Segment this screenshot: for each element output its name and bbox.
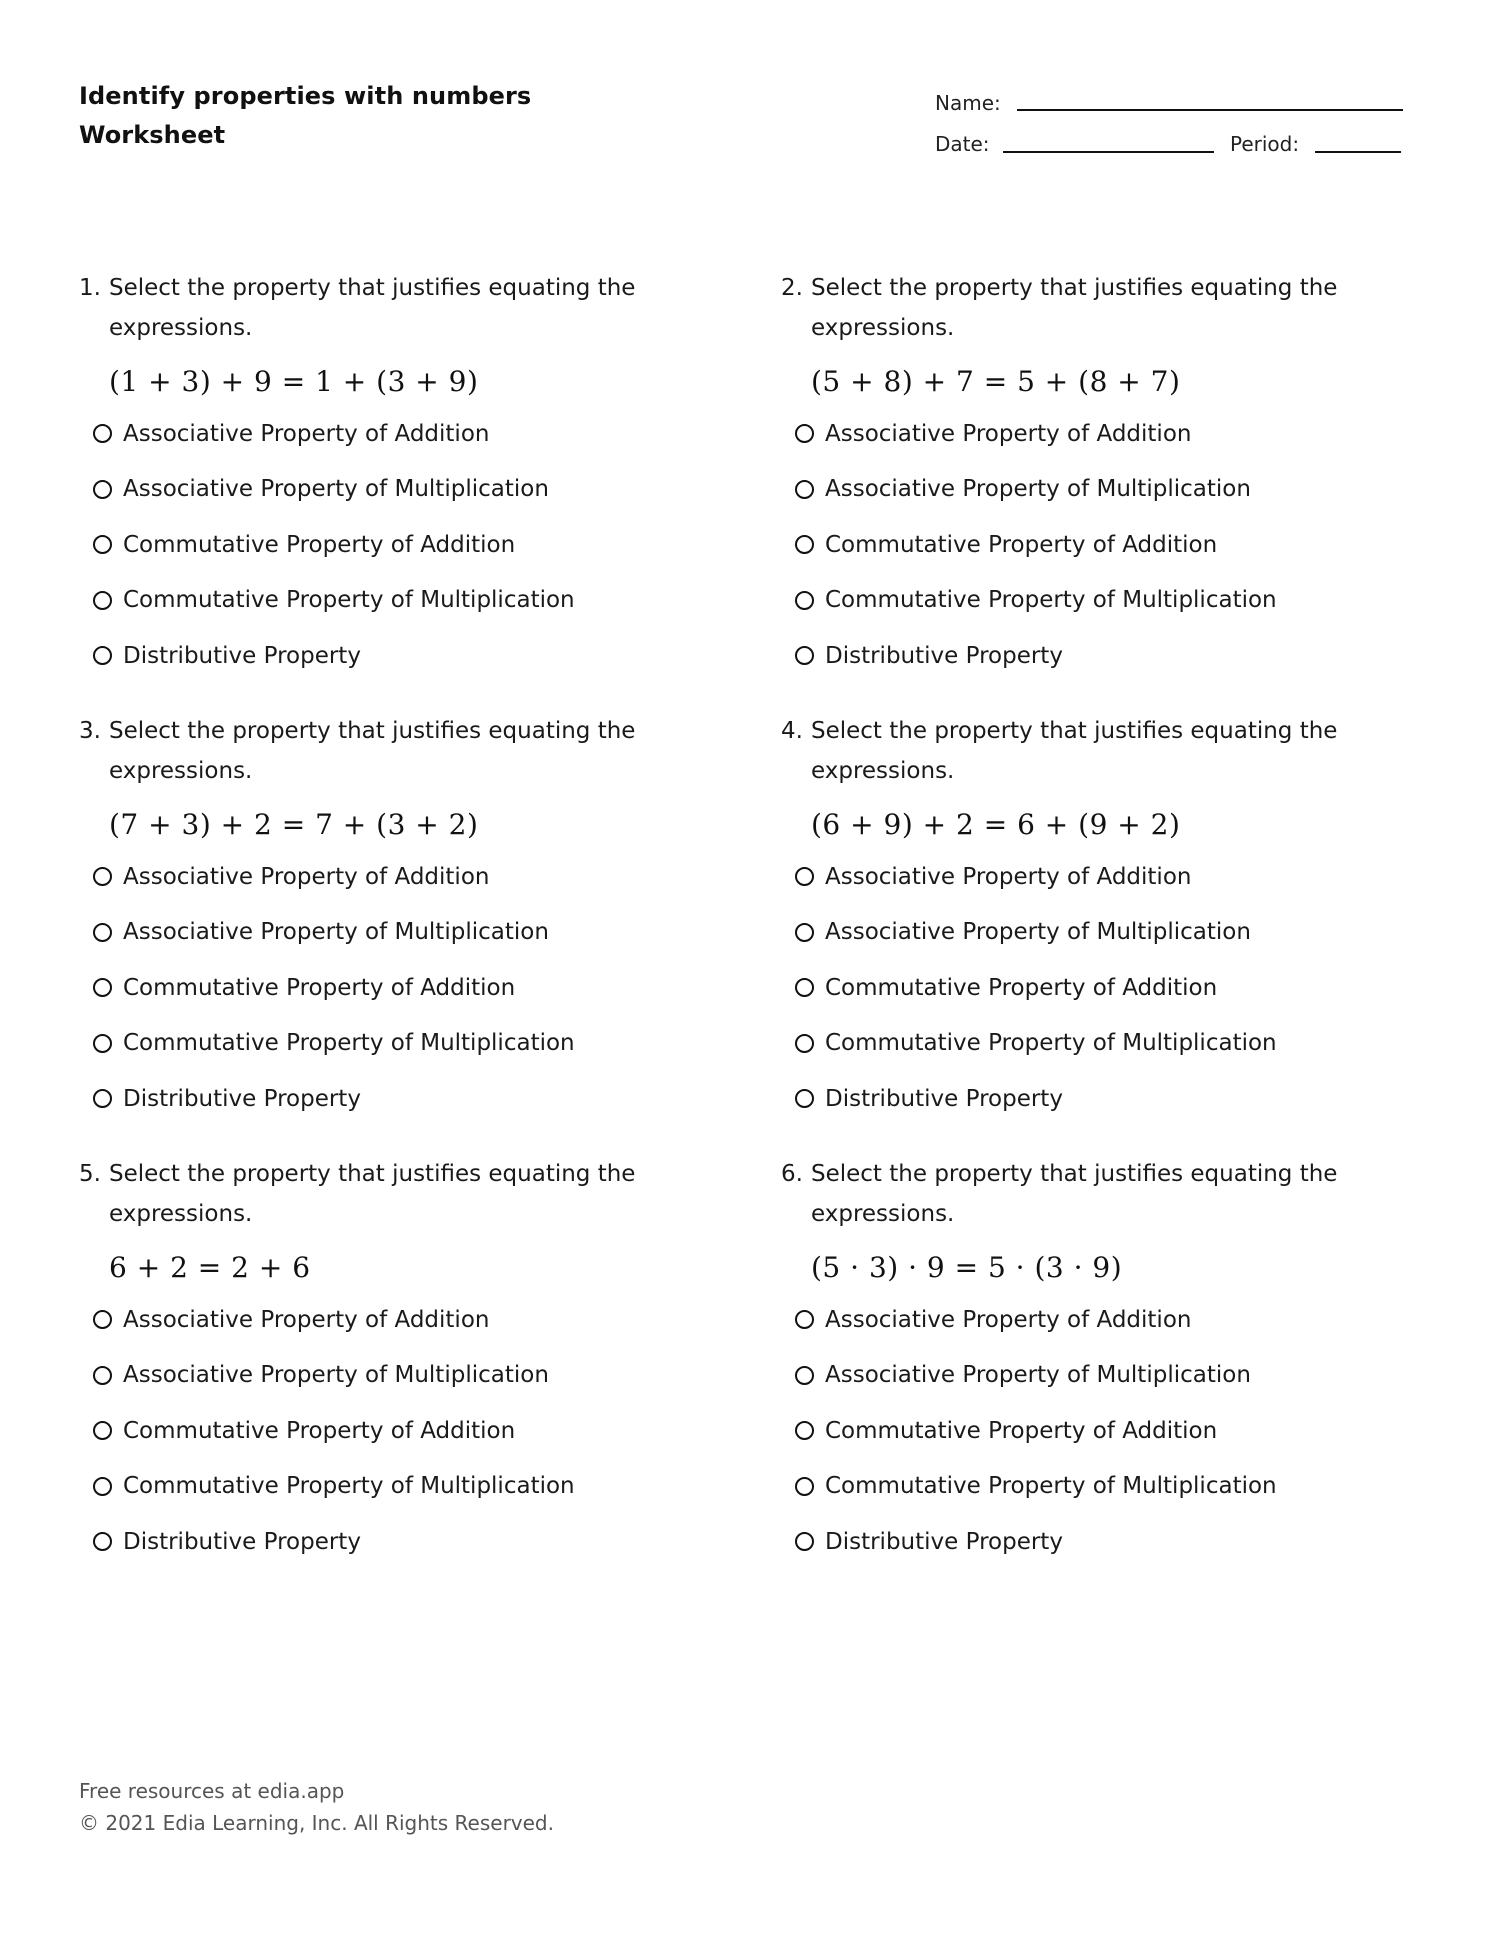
radio-button-icon[interactable] [795, 1532, 814, 1551]
answer-option[interactable] [93, 1016, 699, 1072]
answer-option[interactable] [795, 1071, 1401, 1127]
question-3 [79, 711, 699, 1127]
equation: (5 · 3) · 9 = 5 · (3 · 9) [811, 1251, 1123, 1284]
radio-button-icon[interactable] [93, 424, 112, 443]
question-text-line1: Select the property that justifies equating the [811, 1161, 1338, 1187]
radio-button-icon[interactable] [795, 1421, 814, 1440]
question-number: 2. [781, 275, 803, 301]
question-text-line2: expressions. [109, 758, 253, 784]
answer-option[interactable] [93, 1348, 699, 1404]
answer-option-label: Commutative Property of Multiplication [825, 1030, 1277, 1057]
radio-button-icon[interactable] [795, 867, 814, 886]
question-number: 3. [79, 718, 101, 744]
answer-option[interactable] [93, 960, 699, 1016]
answer-options [79, 1292, 699, 1570]
radio-button-icon[interactable] [795, 1310, 814, 1329]
answer-option[interactable] [795, 1459, 1401, 1515]
radio-button-icon[interactable] [795, 1366, 814, 1385]
answer-option-label: Associative Property of Addition [123, 420, 490, 447]
answer-option[interactable] [795, 406, 1401, 462]
answer-option[interactable] [93, 1459, 699, 1515]
answer-option-label: Associative Property of Multiplication [825, 919, 1251, 946]
question-stem [781, 268, 1401, 348]
equation: (1 + 3) + 9 = 1 + (3 + 9) [109, 365, 479, 398]
footer-copyright: © 2021 Edia Learning, Inc. All Rights Reserved. [79, 1811, 554, 1835]
question-2 [781, 268, 1401, 684]
answer-option-label: Distributive Property [825, 1528, 1063, 1555]
answer-option[interactable] [93, 462, 699, 518]
question-stem [79, 268, 699, 348]
question-stem [79, 711, 699, 791]
radio-button-icon[interactable] [93, 535, 112, 554]
radio-button-icon[interactable] [795, 646, 814, 665]
answer-option-label: Commutative Property of Multiplication [825, 1473, 1277, 1500]
worksheet-subtitle: Worksheet [79, 121, 226, 149]
question-text-line1: Select the property that justifies equating the [811, 275, 1338, 301]
answer-option-label: Distributive Property [825, 1085, 1063, 1112]
answer-option[interactable] [93, 1292, 699, 1348]
answer-option-label: Associative Property of Multiplication [825, 476, 1251, 503]
equation: (5 + 8) + 7 = 5 + (8 + 7) [811, 365, 1181, 398]
answer-options [79, 849, 699, 1127]
radio-button-icon[interactable] [795, 1477, 814, 1496]
date-field-line[interactable] [1003, 151, 1214, 153]
worksheet-title: Identify properties with numbers [79, 82, 532, 110]
answer-option-label: Commutative Property of Multiplication [123, 1030, 575, 1057]
radio-button-icon[interactable] [795, 424, 814, 443]
period-label: Period: [1230, 132, 1300, 156]
answer-option-label: Commutative Property of Multiplication [825, 587, 1277, 614]
answer-option-label: Commutative Property of Addition [123, 1417, 516, 1444]
answer-option[interactable] [93, 517, 699, 573]
question-text-line1: Select the property that justifies equating the [109, 275, 636, 301]
question-1 [79, 268, 699, 684]
question-text-line2: expressions. [811, 315, 955, 341]
question-stem [781, 1154, 1401, 1234]
equation: 6 + 2 = 2 + 6 [109, 1251, 311, 1284]
radio-button-icon[interactable] [93, 867, 112, 886]
radio-button-icon[interactable] [93, 1089, 112, 1108]
answer-options [781, 849, 1401, 1127]
answer-option-label: Commutative Property of Multiplication [123, 1473, 575, 1500]
answer-option[interactable] [795, 905, 1401, 961]
answer-option[interactable] [795, 573, 1401, 629]
answer-option[interactable] [93, 628, 699, 684]
radio-button-icon[interactable] [795, 923, 814, 942]
radio-button-icon[interactable] [93, 1034, 112, 1053]
answer-option[interactable] [795, 1514, 1401, 1570]
question-5 [79, 1154, 699, 1570]
radio-button-icon[interactable] [93, 1421, 112, 1440]
answer-options [781, 1292, 1401, 1570]
radio-button-icon[interactable] [93, 591, 112, 610]
radio-button-icon[interactable] [93, 1366, 112, 1385]
answer-option-label: Associative Property of Multiplication [123, 476, 549, 503]
question-6 [781, 1154, 1401, 1570]
question-number: 1. [79, 275, 101, 301]
name-field-line[interactable] [1017, 109, 1403, 111]
radio-button-icon[interactable] [93, 978, 112, 997]
answer-option-label: Commutative Property of Addition [825, 974, 1218, 1001]
radio-button-icon[interactable] [795, 978, 814, 997]
question-number: 5. [79, 1161, 101, 1187]
answer-option[interactable] [93, 905, 699, 961]
answer-option-label: Associative Property of Addition [123, 1306, 490, 1333]
date-label: Date: [935, 132, 990, 156]
radio-button-icon[interactable] [795, 1034, 814, 1053]
question-number: 4. [781, 718, 803, 744]
answer-option-label: Commutative Property of Multiplication [123, 587, 575, 614]
answer-option-label: Associative Property of Addition [825, 863, 1192, 890]
question-text-line2: expressions. [811, 1201, 955, 1227]
radio-button-icon[interactable] [93, 480, 112, 499]
answer-option-label: Distributive Property [123, 642, 361, 669]
answer-option-label: Commutative Property of Addition [825, 531, 1218, 558]
question-4 [781, 711, 1401, 1127]
radio-button-icon[interactable] [93, 1477, 112, 1496]
answer-option-label: Commutative Property of Addition [123, 974, 516, 1001]
radio-button-icon[interactable] [93, 1532, 112, 1551]
answer-option[interactable] [795, 1403, 1401, 1459]
answer-option[interactable] [795, 628, 1401, 684]
equation: (6 + 9) + 2 = 6 + (9 + 2) [811, 808, 1181, 841]
answer-option-label: Distributive Property [123, 1085, 361, 1112]
answer-option-label: Associative Property of Addition [825, 420, 1192, 447]
answer-option-label: Distributive Property [123, 1528, 361, 1555]
answer-option[interactable] [795, 1016, 1401, 1072]
answer-option-label: Commutative Property of Addition [123, 531, 516, 558]
radio-button-icon[interactable] [795, 1089, 814, 1108]
radio-button-icon[interactable] [795, 535, 814, 554]
answer-option[interactable] [795, 517, 1401, 573]
question-stem [79, 1154, 699, 1234]
name-label: Name: [935, 91, 1001, 115]
answer-option-label: Distributive Property [825, 642, 1063, 669]
answer-option[interactable] [795, 960, 1401, 1016]
answer-option[interactable] [93, 573, 699, 629]
question-text-line1: Select the property that justifies equating the [811, 718, 1338, 744]
answer-option-label: Associative Property of Multiplication [123, 919, 549, 946]
answer-option[interactable] [93, 1403, 699, 1459]
question-text-line2: expressions. [109, 315, 253, 341]
radio-button-icon[interactable] [93, 646, 112, 665]
radio-button-icon[interactable] [93, 923, 112, 942]
question-text-line1: Select the property that justifies equating the [109, 718, 636, 744]
footer-resources: Free resources at edia.app [79, 1779, 345, 1803]
period-field-line[interactable] [1315, 151, 1401, 153]
question-number: 6. [781, 1161, 803, 1187]
answer-option[interactable] [93, 1071, 699, 1127]
answer-option[interactable] [795, 1348, 1401, 1404]
answer-option[interactable] [93, 406, 699, 462]
answer-option[interactable] [795, 462, 1401, 518]
equation: (7 + 3) + 2 = 7 + (3 + 2) [109, 808, 479, 841]
answer-option-label: Associative Property of Multiplication [825, 1362, 1251, 1389]
answer-option-label: Associative Property of Multiplication [123, 1362, 549, 1389]
answer-option-label: Associative Property of Addition [825, 1306, 1192, 1333]
answer-option-label: Commutative Property of Addition [825, 1417, 1218, 1444]
answer-option[interactable] [795, 849, 1401, 905]
radio-button-icon[interactable] [795, 591, 814, 610]
answer-option[interactable] [93, 1514, 699, 1570]
answer-options [781, 406, 1401, 684]
question-stem [781, 711, 1401, 791]
answer-options [79, 406, 699, 684]
question-text-line2: expressions. [811, 758, 955, 784]
answer-option[interactable] [93, 849, 699, 905]
answer-option[interactable] [795, 1292, 1401, 1348]
answer-option-label: Associative Property of Addition [123, 863, 490, 890]
question-text-line2: expressions. [109, 1201, 253, 1227]
question-text-line1: Select the property that justifies equating the [109, 1161, 636, 1187]
radio-button-icon[interactable] [795, 480, 814, 499]
radio-button-icon[interactable] [93, 1310, 112, 1329]
